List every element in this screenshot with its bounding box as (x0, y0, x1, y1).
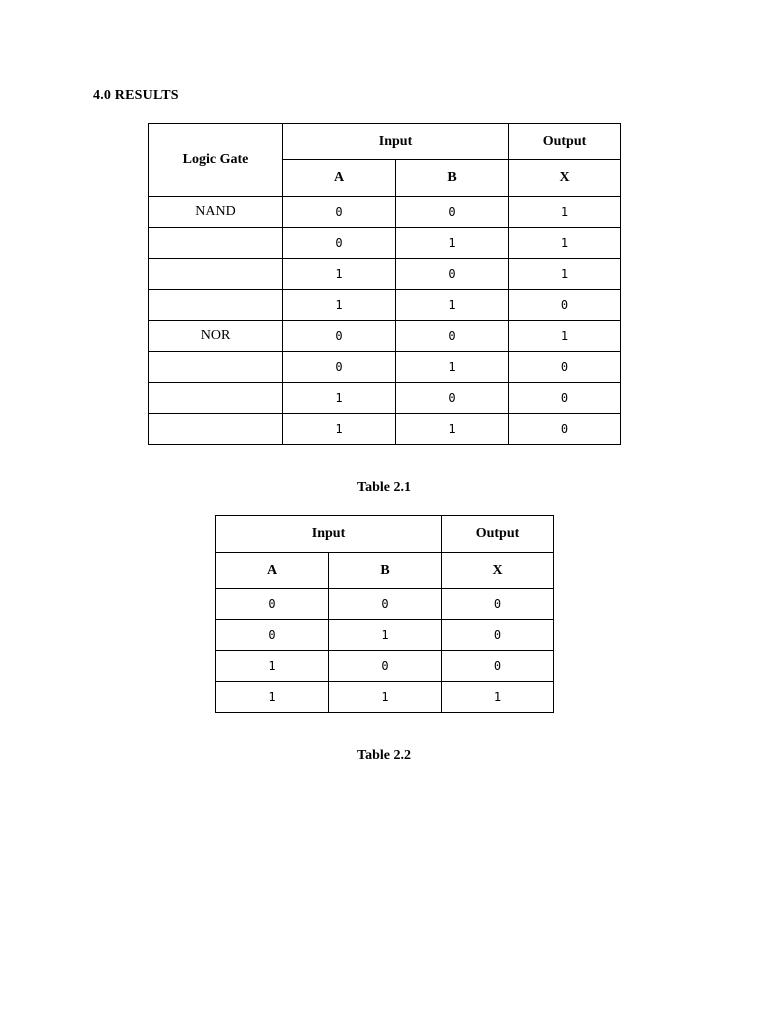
logic-gate-truth-table (148, 123, 621, 445)
header-output: Output (509, 124, 621, 160)
table-row (216, 651, 554, 682)
header-b: B (396, 160, 509, 197)
input-a-cell: 0 (216, 589, 329, 620)
output-x-cell: 1 (509, 197, 621, 228)
input-a-cell: 0 (283, 321, 396, 352)
output-x-cell: 0 (509, 383, 621, 414)
output-x-cell: 0 (509, 414, 621, 445)
input-b-cell: 1 (329, 682, 442, 713)
header-x: X (509, 160, 621, 197)
input-b-cell: 1 (329, 620, 442, 651)
gate-cell (149, 228, 283, 259)
output-x-cell: 0 (442, 651, 554, 682)
header-b: B (329, 553, 442, 589)
input-a-cell: 1 (283, 259, 396, 290)
output-x-cell: 0 (509, 352, 621, 383)
gate-cell (149, 290, 283, 321)
input-b-cell: 0 (396, 321, 509, 352)
output-x-cell: 0 (442, 620, 554, 651)
input-b-cell: 1 (396, 228, 509, 259)
table-row (149, 228, 621, 259)
output-x-cell: 0 (509, 290, 621, 321)
input-b-cell: 0 (396, 197, 509, 228)
table-row (216, 620, 554, 651)
header-logic-gate: Logic Gate (149, 124, 283, 197)
table-row (216, 682, 554, 713)
truth-table-2 (215, 515, 554, 713)
header-input: Input (283, 124, 509, 160)
table2-caption: Table 2.2 (357, 748, 411, 763)
table-row (149, 290, 621, 321)
output-x-cell: 1 (509, 321, 621, 352)
input-b-cell: 1 (396, 290, 509, 321)
output-x-cell: 1 (509, 259, 621, 290)
table-row (149, 352, 621, 383)
gate-cell (149, 383, 283, 414)
table-row (149, 383, 621, 414)
gate-cell (149, 352, 283, 383)
header-input: Input (216, 516, 442, 553)
input-a-cell: 1 (216, 682, 329, 713)
input-a-cell: 0 (216, 620, 329, 651)
output-x-cell: 1 (442, 682, 554, 713)
input-b-cell: 1 (396, 414, 509, 445)
input-b-cell: 1 (396, 352, 509, 383)
table2-body (216, 589, 554, 713)
output-x-cell: 0 (442, 589, 554, 620)
input-a-cell: 1 (283, 383, 396, 414)
input-a-cell: 1 (283, 290, 396, 321)
input-a-cell: 0 (283, 228, 396, 259)
header-output: Output (442, 516, 554, 553)
table-row (149, 259, 621, 290)
header-a: A (283, 160, 396, 197)
table-row (149, 414, 621, 445)
gate-cell (149, 414, 283, 445)
gate-cell: NAND (149, 197, 283, 228)
table-row (149, 321, 621, 352)
header-a: A (216, 553, 329, 589)
gate-cell (149, 259, 283, 290)
table-row (149, 197, 621, 228)
input-b-cell: 0 (329, 651, 442, 682)
gate-cell: NOR (149, 321, 283, 352)
section-heading: 4.0 RESULTS (93, 88, 179, 103)
header-x: X (442, 553, 554, 589)
input-a-cell: 0 (283, 352, 396, 383)
input-b-cell: 0 (396, 383, 509, 414)
input-a-cell: 1 (216, 651, 329, 682)
input-b-cell: 0 (329, 589, 442, 620)
table1-body (149, 197, 621, 445)
input-b-cell: 0 (396, 259, 509, 290)
output-x-cell: 1 (509, 228, 621, 259)
input-a-cell: 0 (283, 197, 396, 228)
table-row (216, 589, 554, 620)
table1-caption: Table 2.1 (357, 480, 411, 495)
input-a-cell: 1 (283, 414, 396, 445)
